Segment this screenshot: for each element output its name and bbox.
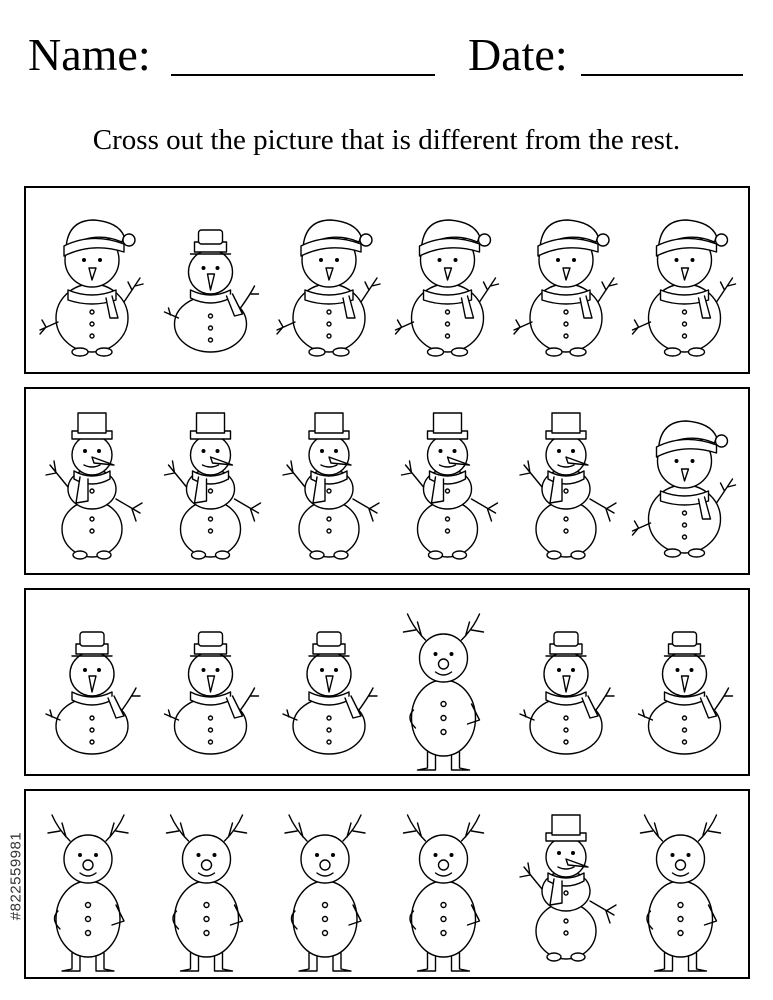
snowman-top-hat-small-figure[interactable]: [46, 632, 140, 754]
snowman-top-hat-small-figure[interactable]: [283, 632, 377, 754]
snowman-santa-hat-figure[interactable]: [514, 220, 617, 356]
row-3-drawing: [26, 590, 748, 774]
row-4-drawing: [26, 791, 748, 977]
date-label: Date:: [468, 29, 568, 80]
snowman-top-hat-small-figure[interactable]: [639, 632, 733, 754]
snowman-top-hat-arms-figure[interactable]: [283, 413, 379, 559]
snowman-santa-hat-figure[interactable]: [633, 220, 736, 356]
snowman-top-hat-arms-figure[interactable]: [520, 413, 616, 559]
name-label: Name:: [28, 29, 151, 80]
snowman-top-hat-arms-figure[interactable]: [165, 413, 261, 559]
puzzle-row-2: [24, 387, 750, 575]
reindeer-snowman-figure[interactable]: [404, 815, 484, 971]
reindeer-snowman-figure[interactable]: [404, 614, 484, 770]
puzzle-row-3: [24, 588, 750, 776]
watermark: [6, 760, 26, 992]
snowman-top-hat-arms-figure[interactable]: [402, 413, 498, 559]
snowman-santa-hat-figure[interactable]: [40, 220, 143, 356]
instruction: Cross out the picture that is different from the rest.: [92, 124, 681, 156]
snowman-santa-hat-figure[interactable]: [277, 220, 380, 356]
snowman-santa-hat-figure[interactable]: [396, 220, 499, 356]
snowman-top-hat-small-figure[interactable]: [165, 230, 259, 352]
reindeer-snowman-figure[interactable]: [641, 815, 721, 971]
puzzle-row-4: [24, 789, 750, 979]
row-2-drawing: [26, 389, 748, 573]
name-field-line[interactable]: [171, 74, 435, 76]
snowman-top-hat-arms-figure[interactable]: [520, 815, 616, 961]
date-field-line[interactable]: [581, 74, 743, 76]
watermark-id: #822559981: [7, 831, 25, 921]
reindeer-snowman-figure[interactable]: [167, 815, 247, 971]
snowman-top-hat-small-figure[interactable]: [520, 632, 614, 754]
snowman-top-hat-small-figure[interactable]: [165, 632, 259, 754]
puzzle-row-1: [24, 186, 750, 374]
snowman-santa-hat-figure[interactable]: [633, 421, 736, 557]
reindeer-snowman-figure[interactable]: [48, 815, 128, 971]
header: [28, 28, 748, 88]
reindeer-snowman-figure[interactable]: [285, 815, 365, 971]
row-1-drawing: [26, 188, 748, 372]
snowman-top-hat-arms-figure[interactable]: [46, 413, 142, 559]
